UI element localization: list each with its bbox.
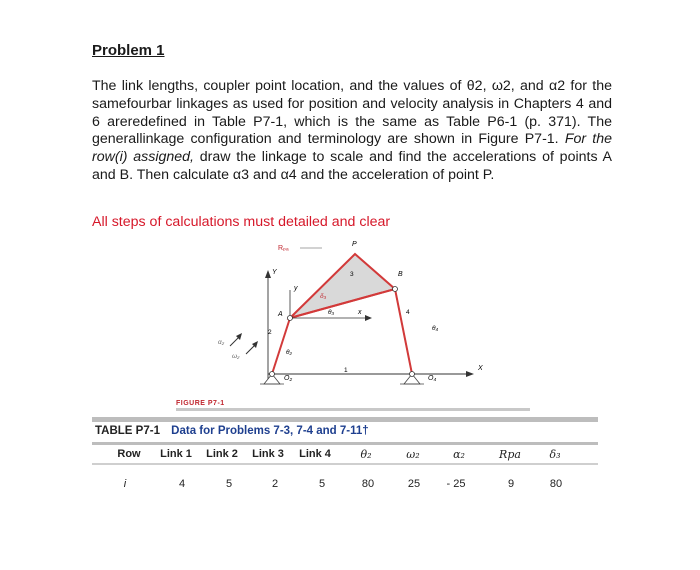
cell-link2: 5: [225, 478, 233, 490]
cell-delta3: 80: [549, 478, 563, 490]
joint-o4: [410, 372, 415, 377]
x-axis-arrowhead: [466, 371, 474, 377]
statement-italic: For the row(i) assigned,: [92, 131, 612, 166]
label-omega2: ω₂: [232, 353, 240, 360]
cell-alpha2: - 25: [446, 478, 466, 490]
label-link1: 1: [344, 367, 348, 374]
header-link4: Link 4: [299, 448, 331, 460]
header-rpa: Rpa: [499, 448, 521, 461]
table-header-rule: [92, 463, 598, 465]
requirement-note: All steps of calculations must detailed and clear: [92, 214, 391, 230]
label-o2: O₂: [284, 375, 293, 382]
label-o4: O₄: [428, 375, 437, 382]
problem-title: Problem 1: [92, 42, 165, 59]
cell-omega2: 25: [407, 478, 421, 490]
header-link3: Link 3: [252, 448, 284, 460]
link2-line: [272, 318, 290, 374]
statement-line-3: Chapters 4 and 6 areredefined in Table P7-1, which is the same as Table: [92, 95, 612, 130]
header-delta3: δ₃: [549, 448, 561, 461]
label-rpa: Rₚₐ: [278, 245, 289, 252]
label-y-axis: Y: [272, 269, 277, 276]
figure-caption: FIGURE P7-1: [176, 400, 225, 407]
header-link2: Link 2: [206, 448, 238, 460]
header-theta2: θ₂: [360, 448, 372, 461]
coupler-triangle: [290, 254, 395, 318]
table-top-rule: [92, 417, 598, 422]
cell-link3: 2: [271, 478, 279, 490]
label-x-local: x: [358, 309, 362, 316]
header-link1: Link 1: [160, 448, 192, 460]
joint-o2: [270, 372, 275, 377]
problem-statement: [92, 78, 612, 185]
joint-b: [393, 287, 398, 292]
label-link2: 2: [268, 329, 272, 336]
label-link3: 3: [350, 271, 354, 278]
label-link4: 4: [406, 309, 410, 316]
table-mid-rule: [92, 442, 598, 445]
joint-a: [288, 316, 293, 321]
label-x-axis: X: [478, 365, 483, 372]
linkage-figure: [160, 234, 520, 414]
label-theta3: θ₃: [328, 309, 335, 316]
header-row: Row: [117, 448, 141, 460]
label-theta4: θ₄: [432, 325, 439, 332]
label-y-local: y: [294, 285, 298, 292]
statement-line-2: for the samefourbar linkages as used for position and velocity analysis in: [92, 78, 612, 112]
label-a: A: [278, 311, 283, 318]
link4-line: [395, 289, 412, 374]
cell-row: i: [123, 478, 127, 490]
label-p: P: [352, 241, 357, 248]
label-delta3: δ₃: [320, 293, 327, 300]
statement-tail: draw the linkage to scale and find the accelerations of points A and B. Then calculate α3 and α4 and the acceleration of point P.: [92, 149, 612, 183]
statement-line-5: in Figure P7-1.: [461, 131, 565, 148]
statement-line-4: P6-1 (p. 371). The generallinkage configuration and terminology are shown: [92, 113, 612, 148]
label-alpha2: α₂: [218, 339, 225, 346]
table-description: Data for Problems 7-3, 7-4 and 7-11†: [171, 425, 369, 437]
y-axis-arrowhead: [265, 270, 271, 278]
header-omega2: ω₂: [406, 448, 420, 461]
header-alpha2: α₂: [453, 448, 465, 461]
cell-theta2: 80: [361, 478, 375, 490]
label-b: B: [398, 271, 403, 278]
cell-rpa: 9: [507, 478, 515, 490]
cell-link1: 4: [178, 478, 186, 490]
label-theta2: θ₂: [286, 349, 293, 356]
cell-link4: 5: [318, 478, 326, 490]
local-x-arrowhead: [365, 315, 372, 321]
table-caption: [95, 425, 369, 437]
figure-rule: [176, 408, 530, 411]
table-label: TABLE P7-1: [95, 425, 160, 437]
statement-line-1: The link lengths, coupler point location, and the values of θ2, ω2, and α2: [92, 78, 566, 94]
